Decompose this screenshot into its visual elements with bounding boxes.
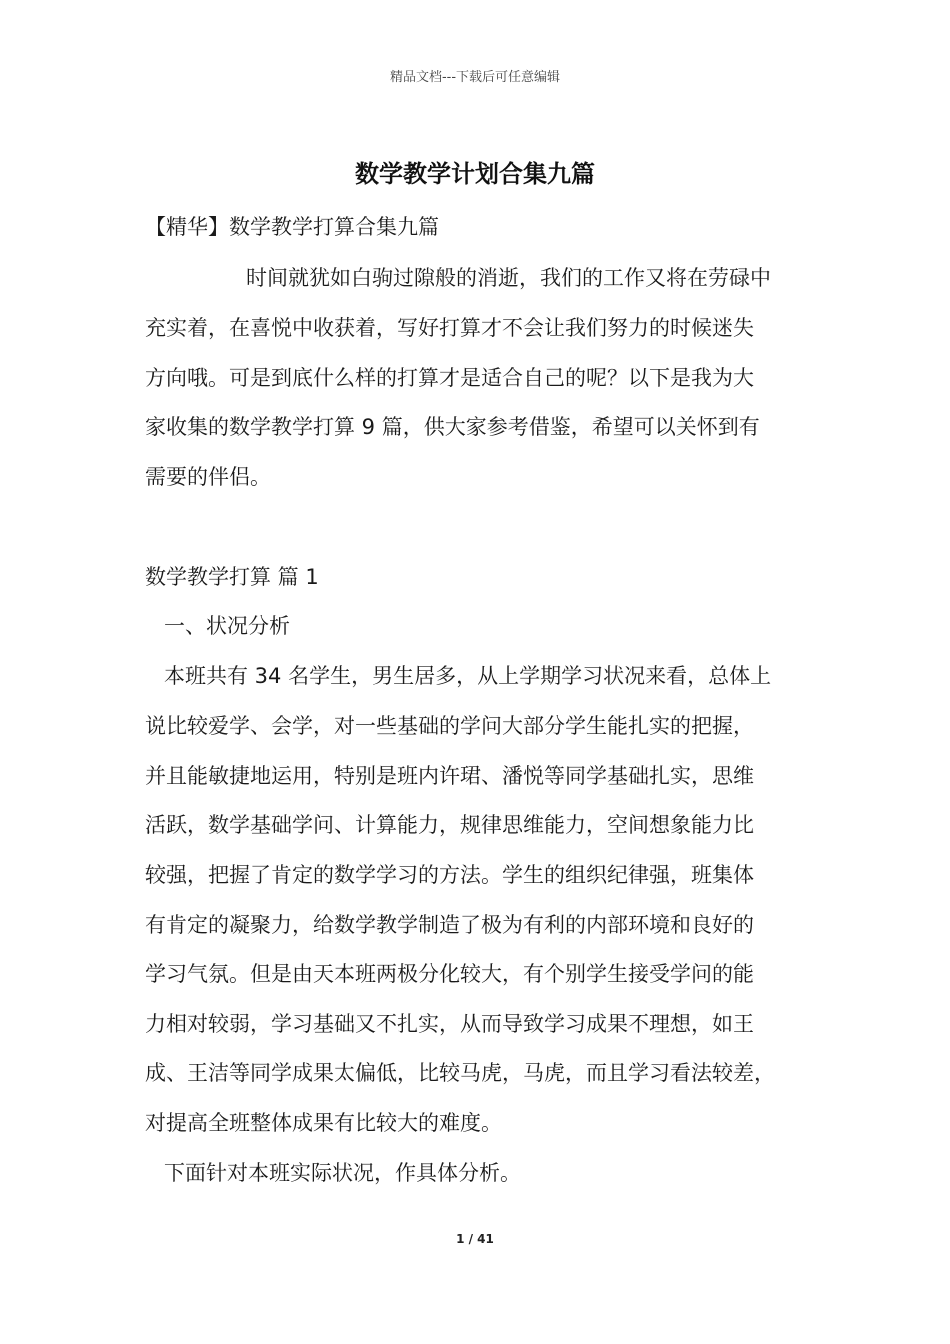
subsection-heading: 一、状况分析	[164, 614, 290, 638]
document-title: 数学教学计划合集九篇	[355, 160, 595, 188]
body-paragraph-line: 活跃，数学基础学问、计算能力，规律思维能力，空间想象能力比	[145, 813, 754, 837]
section-heading: 数学教学打算 篇 1	[145, 565, 319, 589]
body-paragraph-line: 本班共有 34 名学生，男生居多，从上学期学习状况来看，总体上	[164, 664, 772, 688]
body-paragraph-line: 有肯定的凝聚力，给数学教学制造了极为有利的内部环境和良好的	[145, 913, 754, 937]
subtitle-line: 【精华】数学教学打算合集九篇	[145, 215, 439, 239]
intro-paragraph-line: 家收集的数学教学打算 9 篇，供大家参考借鉴，希望可以关怀到有	[145, 415, 760, 439]
body-paragraph-line: 力相对较弱，学习基础又不扎实，从而导致学习成果不理想，如王	[145, 1012, 754, 1036]
body-paragraph-line: 并且能敏捷地运用，特别是班内许珺、潘悦等同学基础扎实，思维	[145, 764, 754, 788]
intro-paragraph-line: 方向哦。可是到底什么样的打算才是适合自己的呢？以下是我为大	[145, 366, 754, 390]
body-paragraph-line: 说比较爱学、会学，对一些基础的学问大部分学生能扎实的把握，	[145, 714, 754, 738]
page-number: 1 / 41	[456, 1232, 494, 1246]
intro-paragraph-line: 时间就犹如白驹过隙般的消逝，我们的工作又将在劳碌中	[246, 266, 771, 290]
body-paragraph-line: 对提高全班整体成果有比较大的难度。	[145, 1111, 502, 1135]
body-paragraph-line: 较强，把握了肯定的数学学习的方法。学生的组织纪律强，班集体	[145, 863, 754, 887]
body-paragraph-line: 下面针对本班实际状况，作具体分析。	[164, 1161, 521, 1185]
page-header-note: 精品文档---下载后可任意编辑	[389, 70, 561, 85]
body-paragraph-line: 学习气氛。但是由天本班两极分化较大，有个别学生接受学问的能	[145, 962, 754, 986]
intro-paragraph-line: 充实着，在喜悦中收获着，写好打算才不会让我们努力的时候迷失	[145, 316, 754, 340]
body-paragraph-line: 成、王洁等同学成果太偏低，比较马虎，马虎，而且学习看法较差，	[145, 1061, 775, 1085]
intro-paragraph-line: 需要的伴侣。	[145, 465, 271, 489]
